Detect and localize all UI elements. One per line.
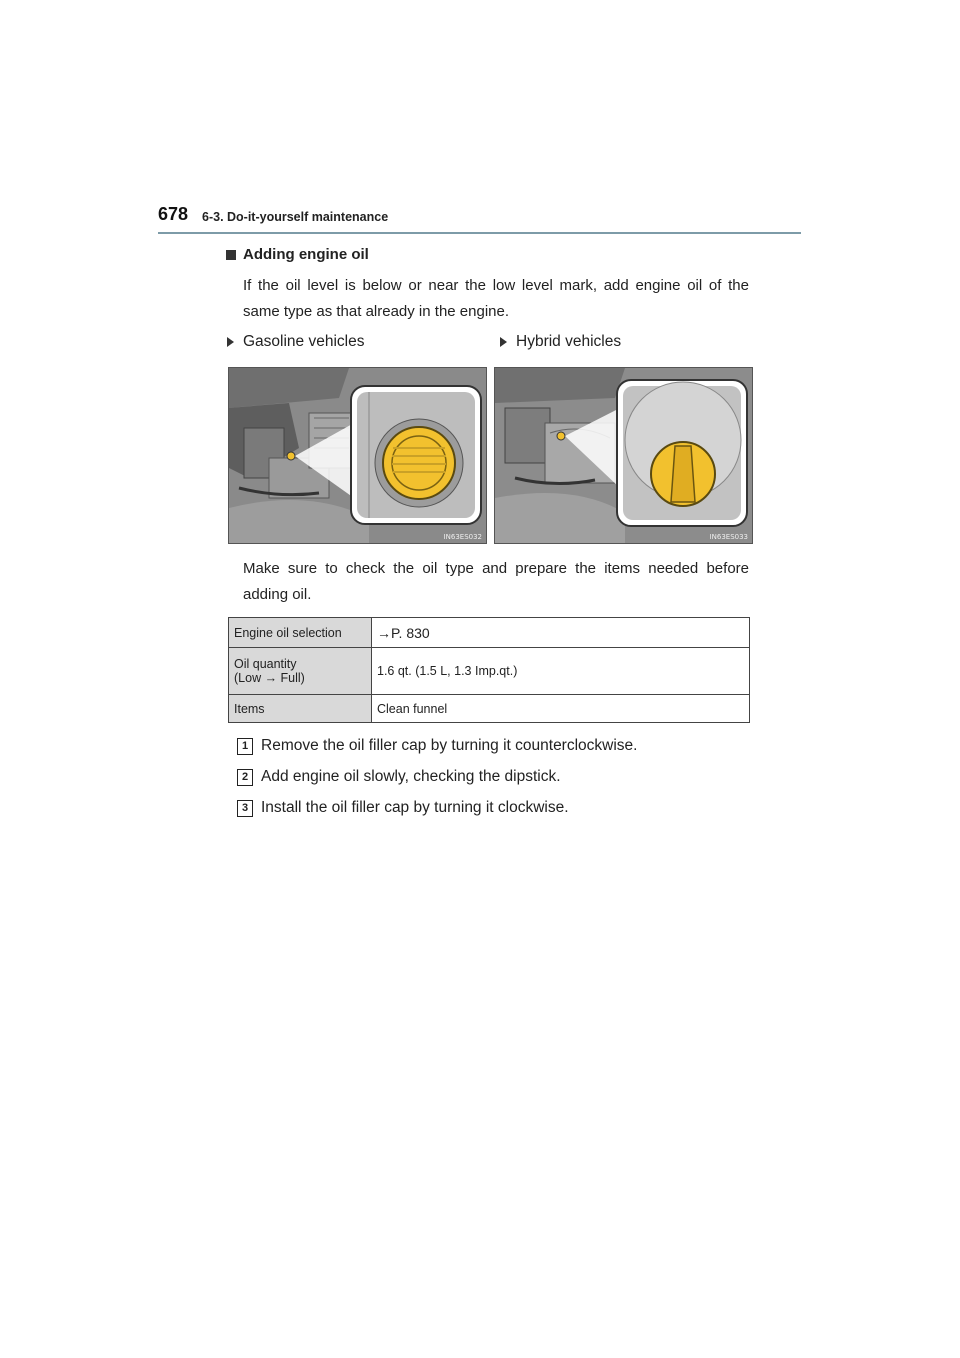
- step-text: Remove the oil filler cap by turning it counterclockwise.: [261, 737, 638, 754]
- label-line: (Low → Full): [234, 671, 305, 685]
- step-item: [237, 799, 569, 817]
- step-number-badge: 3: [237, 800, 253, 817]
- figure-hybrid-engine: [494, 367, 753, 544]
- figure-gasoline-engine: [228, 367, 487, 544]
- table-label-cell: Items: [229, 695, 372, 723]
- step-number-badge: 1: [237, 738, 253, 755]
- table-label-cell: [229, 648, 372, 695]
- subheading-text: Adding engine oil: [243, 246, 369, 263]
- page-reference-link[interactable]: →P. 830: [372, 618, 750, 648]
- table-row: [229, 695, 750, 723]
- figure-caption-hybrid: [500, 333, 621, 351]
- table-value-cell: 1.6 qt. (1.5 L, 1.3 Imp.qt.): [372, 648, 750, 695]
- table-row: [229, 618, 750, 648]
- step-item: [237, 768, 561, 786]
- triangle-bullet-icon: [500, 337, 507, 347]
- table-label-cell: Engine oil selection: [229, 618, 372, 648]
- step-text: Install the oil filler cap by turning it clockwise.: [261, 799, 569, 816]
- section-title: 6-3. Do-it-yourself maintenance: [202, 210, 389, 224]
- caption-text: Gasoline vehicles: [243, 333, 365, 350]
- step-number-badge: 2: [237, 769, 253, 786]
- step-text: Add engine oil slowly, checking the dipstick.: [261, 768, 561, 785]
- table-row: [229, 648, 750, 695]
- note-paragraph: Make sure to check the oil type and prepare the items needed before adding oil.: [243, 560, 749, 603]
- figure-code: IN63ES032: [443, 533, 482, 541]
- triangle-bullet-icon: [227, 337, 234, 347]
- figure-code: IN63ES033: [709, 533, 748, 541]
- engine-bay-illustration: [229, 368, 486, 543]
- intro-paragraph: If the oil level is below or near the low level mark, add engine oil of the same type as that already in the engine.: [243, 277, 749, 320]
- oil-spec-table: [228, 617, 750, 723]
- table-value-cell: Clean funnel: [372, 695, 750, 723]
- label-line: Oil quantity: [234, 657, 297, 671]
- subheading: [226, 246, 369, 263]
- caption-text: Hybrid vehicles: [516, 333, 622, 350]
- step-item: [237, 737, 637, 755]
- square-bullet-icon: [226, 250, 236, 260]
- page-number: 678: [158, 204, 189, 224]
- header-divider: [158, 232, 801, 234]
- figure-caption-gasoline: [227, 333, 364, 351]
- engine-bay-illustration: [495, 368, 752, 543]
